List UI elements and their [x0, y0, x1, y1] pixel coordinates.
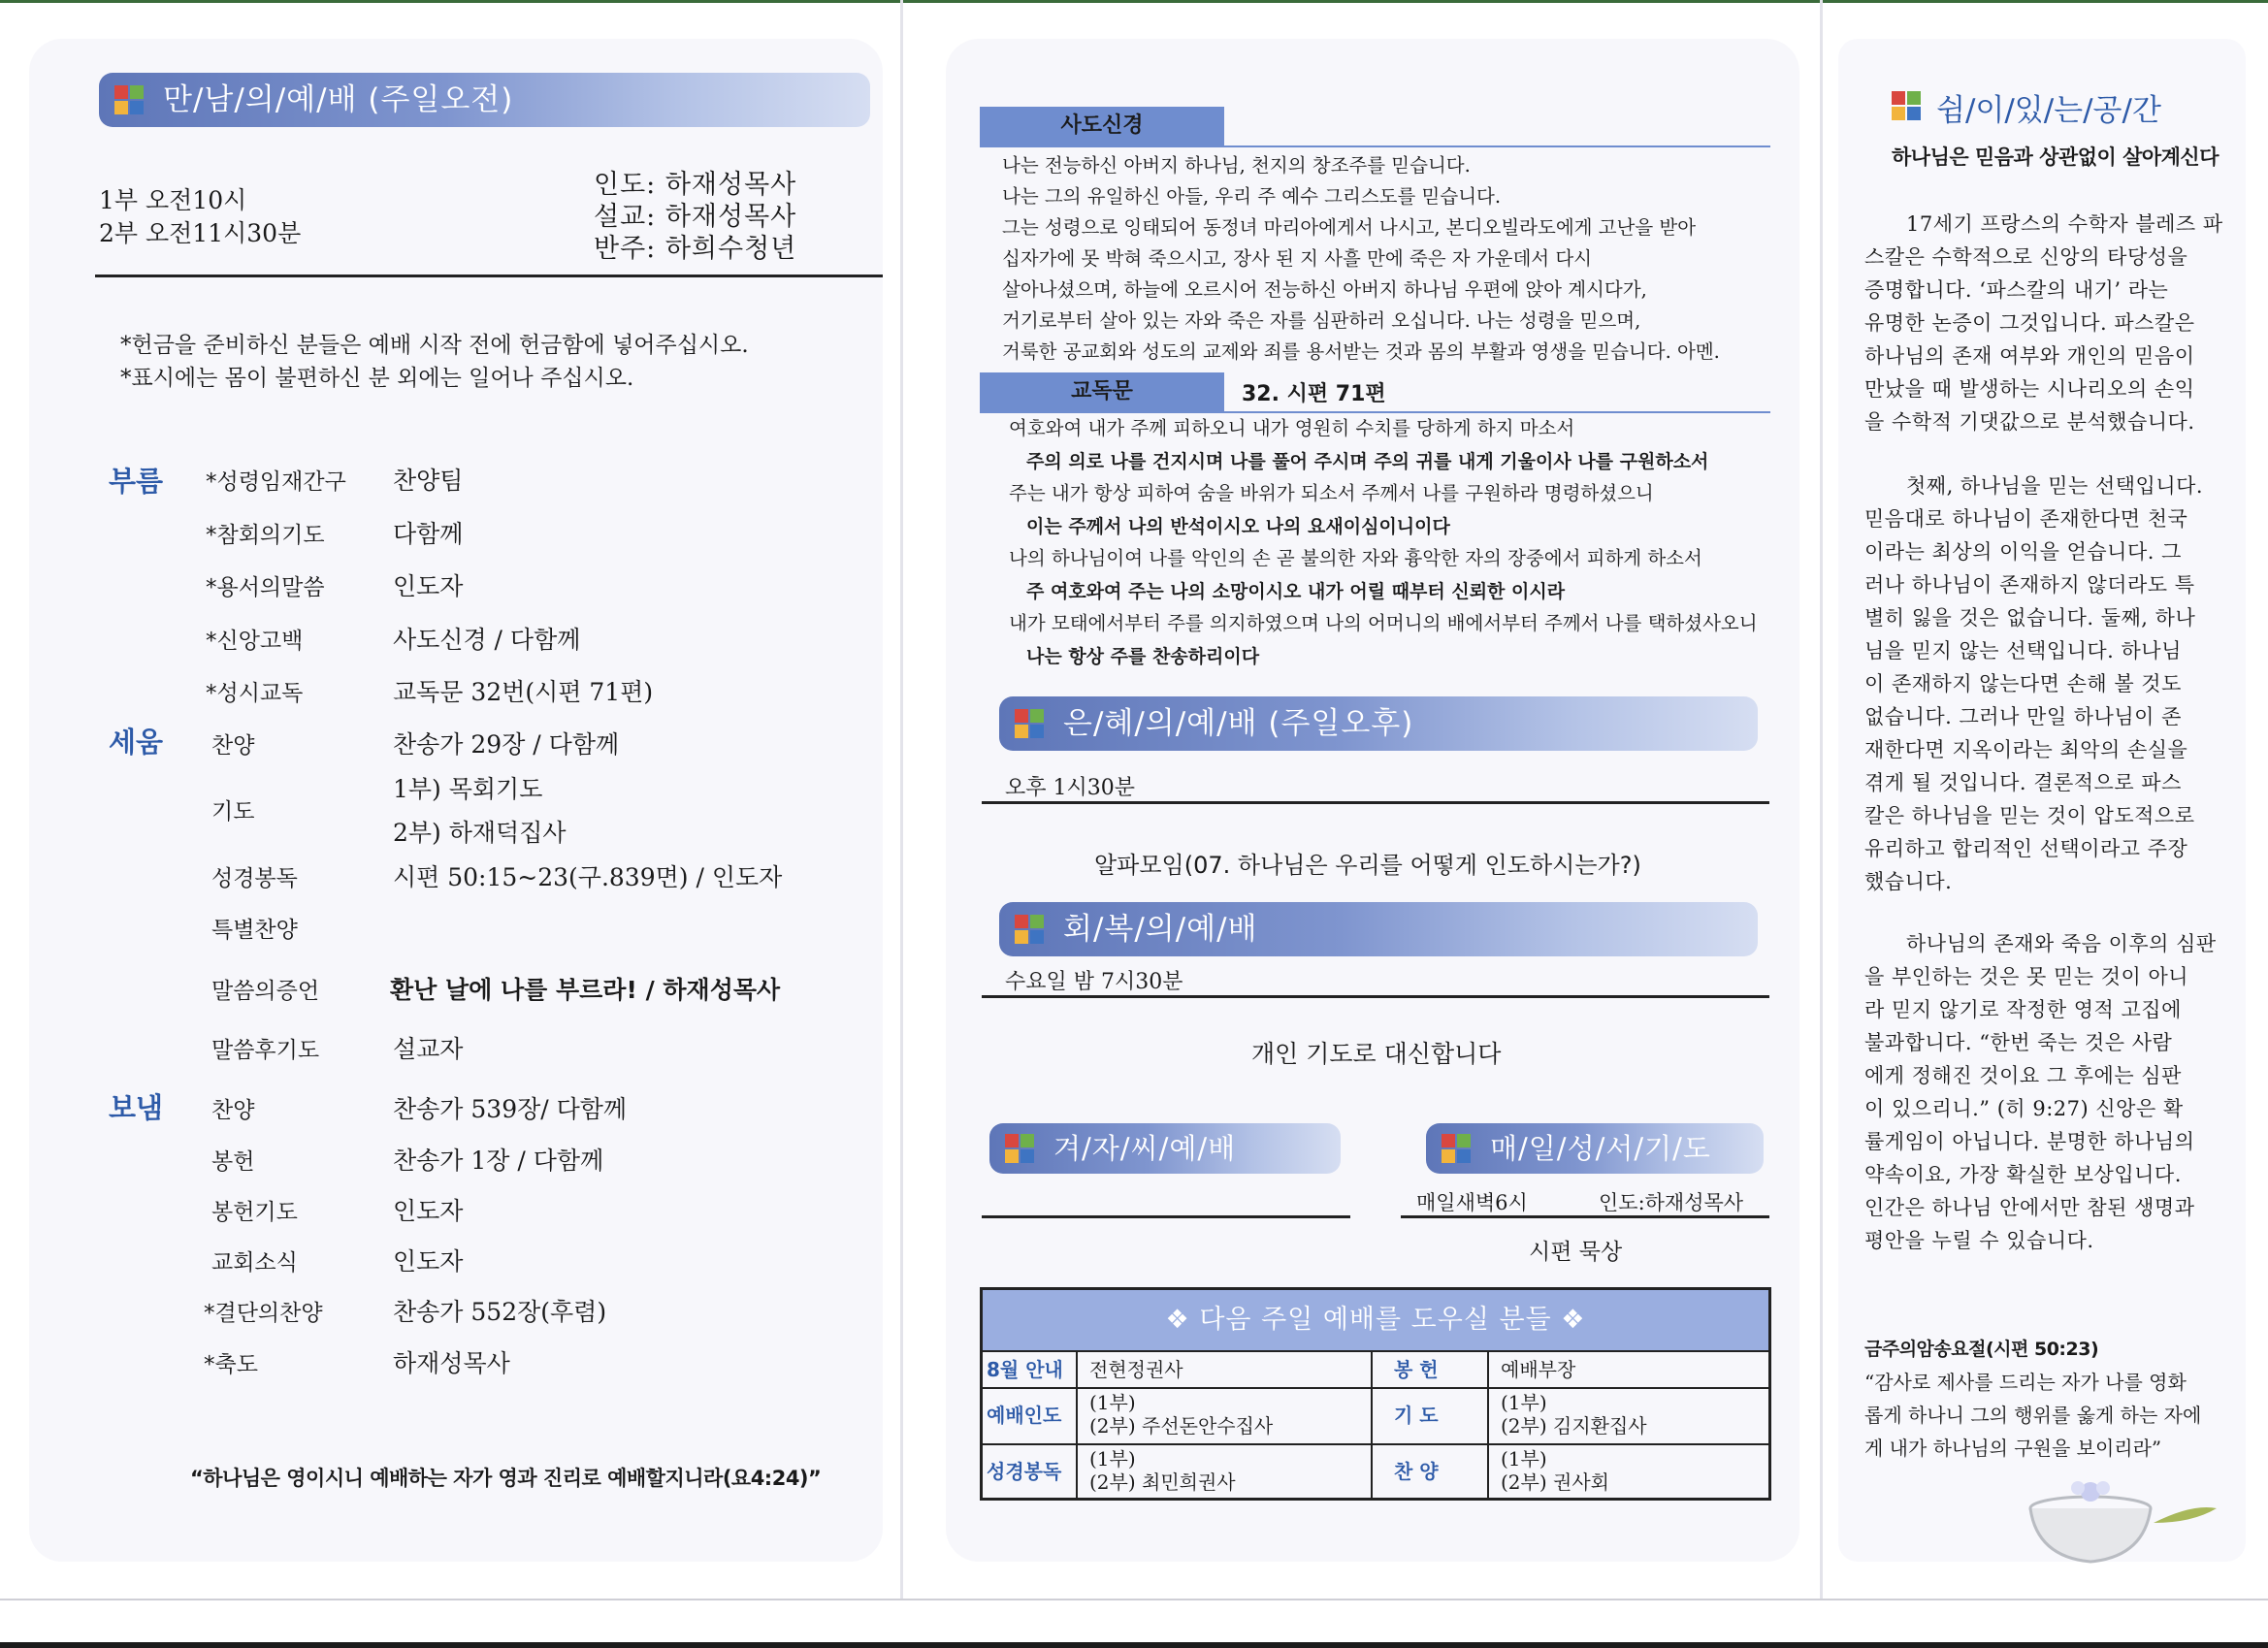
article-line: 스칼은 수학적으로 신앙의 타당성을	[1864, 245, 2188, 269]
order-item: *용서의말씀	[206, 575, 325, 600]
order-item: *참회의기도	[206, 523, 325, 548]
article-line: 하나님의 존재와 죽음 이후의 심판	[1906, 932, 2217, 955]
article-line: 하나님의 존재 여부와 개인의 믿음이	[1864, 344, 2195, 368]
article-line: 약속이요, 가장 확실한 보상입니다.	[1864, 1163, 2182, 1186]
notice-line: *헌금을 준비하신 분들은 예배 시작 전에 헌금함에 넣어주십시오.	[120, 333, 749, 358]
reading-line-leader: 내가 모태에서부터 주를 의지하였으며 나의 어머니의 배에서부터 주께서 나를 택하셨사오니	[1009, 612, 1758, 634]
daily-time: 매일새벽6시	[1416, 1191, 1528, 1214]
helpers-value: (2부) 최민희권사	[1089, 1470, 1236, 1494]
creed-line: 거기로부터 살아 있는 자와 죽은 자를 심판하러 오십니다. 나는 성령을 믿으며,	[1002, 309, 1641, 332]
order-item: 기도	[211, 799, 255, 824]
order-value: 찬송가 1장 / 다함께	[393, 1147, 604, 1175]
fold-line	[1820, 0, 1823, 1599]
helpers-value: 전현정권사	[1089, 1358, 1183, 1381]
order-item: 말씀후기도	[211, 1038, 320, 1063]
article-line: 없습니다. 그러나 만일 하나님이 존	[1864, 705, 2182, 728]
service-time-1: 1부 오전10시	[99, 186, 247, 214]
order-item: 말씀의증언	[211, 979, 320, 1004]
reading-line-leader: 주는 내가 항상 피하여 숨을 바위가 되소서 주께서 나를 구원하라 명령하셨으니	[1009, 482, 1654, 504]
wednesday-banner	[999, 902, 1758, 956]
leader-line: 설교: 하재성목사	[594, 202, 797, 232]
reading-line-congregation: 이는 주께서 나의 반석이시오 나의 요새이심이니이다	[1026, 516, 1450, 537]
daily-leader: 인도:하재성목사	[1599, 1191, 1744, 1214]
banner-title: 겨/자/씨/예/배	[1053, 1132, 1237, 1165]
helpers-table	[980, 1287, 1771, 1501]
section-label-call: 부름	[109, 465, 164, 498]
footer-verse: “하나님은 영이시니 예배하는 자가 영과 진리로 예배할지니라(요4:24)”	[190, 1467, 822, 1490]
divider	[1401, 1215, 1769, 1218]
wednesday-content: 개인 기도로 대신합니다	[1251, 1040, 1502, 1068]
article-line: 에게 정해진 것이요 그 후에는 심판	[1864, 1064, 2182, 1087]
sermon-title: 환난 날에 나를 부르라! / 하재성목사	[390, 976, 781, 1004]
memory-verse-line: 게 내가 하나님의 구원을 보이리라”	[1864, 1437, 2162, 1460]
order-value: 찬송가 539장/ 다함께	[393, 1095, 628, 1123]
sunday-afternoon-banner	[999, 696, 1758, 751]
church-logo-icon	[1892, 91, 1921, 120]
reading-line-congregation: 주의 의로 나를 건지시며 나를 풀어 주시며 주의 귀를 내게 기울이사 나를 구원하소서	[1026, 451, 1709, 472]
article-line: 이라는 최상의 이익을 얻습니다. 그	[1864, 540, 2182, 564]
banner-title: 매/일/성/서/기/도	[1490, 1132, 1711, 1165]
article-line: 첫째, 하나님을 믿는 선택입니다.	[1906, 474, 2204, 498]
divider	[982, 1215, 1350, 1218]
order-value: 인도자	[393, 572, 464, 600]
helpers-table-title: ❖ 다음 주일 예배를 도우실 분들 ❖	[983, 1290, 1768, 1350]
article-line: 재한다면 지옥이라는 최악의 손실을	[1864, 738, 2188, 761]
responsive-reading-title: 교독문	[980, 372, 1224, 411]
section-label-send: 보냄	[109, 1091, 164, 1124]
mustard-seed-banner	[989, 1123, 1341, 1174]
helpers-value: (1부)	[1501, 1447, 1547, 1470]
divider	[982, 801, 1769, 804]
article-line: 17세기 프랑스의 수학자 블레즈 파	[1906, 212, 2223, 236]
divider	[982, 995, 1769, 998]
article-line: 했습니다.	[1864, 870, 1953, 893]
article-line: 증명합니다. ‘파스칼의 내기’ 라는	[1864, 278, 2169, 302]
helpers-label: 예배인도	[987, 1404, 1062, 1427]
article-line: 님을 믿지 않는 선택입니다. 하나님	[1864, 639, 2182, 662]
article-line: 별히 잃을 것은 없습니다. 둘째, 하나	[1864, 606, 2196, 630]
order-item: *신앙고백	[206, 629, 304, 654]
memory-verse-line: 롭게 하나니 그의 행위를 옳게 하는 자에	[1864, 1404, 2202, 1427]
church-logo-icon	[1442, 1134, 1471, 1163]
creed-line: 살아나셨으며, 하늘에 오르시어 전능하신 아버지 하나님 우편에 앉아 계시다가,	[1002, 278, 1647, 301]
article-line: 칼은 하나님을 믿는 것이 압도적으로	[1864, 804, 2195, 827]
order-item: 찬양	[211, 1098, 255, 1123]
helpers-value: (2부) 권사회	[1501, 1470, 1609, 1494]
banner-title: 회/복/의/예/배	[1063, 912, 1258, 947]
order-item: *성령임재간구	[206, 469, 346, 495]
article-line: 률게임이 아닙니다. 분명한 하나님의	[1864, 1130, 2195, 1153]
helpers-label: 8월 안내	[987, 1358, 1063, 1381]
church-logo-icon	[1015, 709, 1044, 738]
article-line: 유리하고 합리적인 선택이라고 주장	[1864, 837, 2188, 860]
creed-title: 사도신경	[980, 107, 1224, 145]
order-value: 찬송가 29장 / 다함께	[393, 730, 620, 759]
article-line: 믿음대로 하나님이 존재한다면 천국	[1864, 507, 2188, 531]
afternoon-content: 알파모임(07. 하나님은 우리를 어떻게 인도하시는가?)	[1094, 852, 1641, 879]
article-line: 인간은 하나님 안에서만 참된 생명과	[1864, 1196, 2195, 1219]
leader-line: 반주: 하희수청년	[594, 234, 797, 264]
order-item: 찬양	[211, 733, 255, 759]
church-logo-icon	[1005, 1134, 1034, 1163]
order-item: *성시교독	[206, 681, 304, 706]
church-logo-icon	[1015, 915, 1044, 944]
rest-space-title-text: 쉼/이/있/는/공/간	[1936, 93, 2161, 128]
helpers-label: 기 도	[1394, 1404, 1439, 1427]
helpers-value: (1부)	[1089, 1391, 1136, 1414]
helpers-value: (1부)	[1501, 1391, 1547, 1414]
order-value: 1부) 목회기도	[393, 775, 543, 803]
notice-line: *표시에는 몸이 불편하신 분 외에는 일어나 주십시오.	[120, 366, 634, 391]
flower-bowl-illustration-icon	[1998, 1465, 2241, 1581]
article-line: 러나 하나님이 존재하지 않더라도 특	[1864, 573, 2195, 597]
banner-title: 만/남/의/예/배 (주일오전)	[163, 82, 514, 117]
order-value: 사도신경 / 다함께	[393, 626, 581, 654]
reading-line-leader: 나의 하나님이여 나를 악인의 손 곧 불의한 자와 흉악한 자의 장중에서 피하게 하소서	[1009, 547, 1702, 569]
church-logo-icon	[114, 85, 144, 114]
order-item: 봉헌	[211, 1149, 255, 1175]
creed-line: 거룩한 공교회와 성도의 교제와 죄를 용서받는 것과 몸의 부활과 영생을 믿습니다. 아멘.	[1002, 340, 1720, 363]
daily-prayer-banner	[1426, 1123, 1764, 1174]
order-item: 성경봉독	[211, 866, 298, 891]
section-label-build: 세움	[109, 726, 164, 759]
order-value: 인도자	[393, 1247, 464, 1276]
creed-line: 나는 전능하신 아버지 하나님, 천지의 창조주를 믿습니다.	[1002, 154, 1471, 177]
order-item: *축도	[204, 1352, 258, 1377]
order-value: 찬양팀	[393, 467, 464, 495]
afternoon-time: 오후 1시30분	[1005, 776, 1135, 800]
order-value: 인도자	[393, 1197, 464, 1225]
top-edge-line	[0, 0, 2268, 3]
leader-line: 인도: 하재성목사	[594, 170, 797, 200]
sunday-morning-banner	[99, 73, 870, 127]
order-value: 다함께	[393, 520, 464, 548]
order-value: 하재성목사	[393, 1349, 510, 1377]
reading-line-leader: 여호와여 내가 주께 피하오니 내가 영원히 수치를 당하게 하지 마소서	[1009, 417, 1575, 439]
order-item: *결단의찬양	[204, 1301, 323, 1326]
creed-line: 그는 성령으로 잉태되어 동정녀 마리아에게서 나시고, 본디오빌라도에게 고난을 받아	[1002, 216, 1697, 239]
page-bottom-edge	[0, 1599, 2268, 1648]
fold-line	[900, 0, 903, 1599]
order-value: 찬송가 552장(후렴)	[393, 1298, 607, 1326]
helpers-value: 예배부장	[1501, 1358, 1576, 1381]
article-line: 을 수학적 기댓값으로 분석했습니다.	[1864, 410, 2195, 434]
order-item: 봉헌기도	[211, 1200, 298, 1225]
helpers-label: 성경봉독	[987, 1460, 1062, 1483]
order-value: 2부) 하재덕집사	[393, 819, 567, 847]
article-subtitle: 하나님은 믿음과 상관없이 살아계신다	[1892, 145, 2219, 169]
memory-verse-title: 금주의암송요절(시편 50:23)	[1864, 1339, 2099, 1360]
article-line: 만났을 때 발생하는 시나리오의 손익	[1864, 377, 2195, 401]
article-line: 불과합니다. “한번 죽는 것은 사람	[1864, 1031, 2173, 1054]
service-time-2: 2부 오전11시30분	[99, 219, 302, 247]
article-line: 이 있으리니.” (히 9:27) 신앙은 확	[1864, 1097, 2184, 1120]
helpers-value: (2부) 김지환집사	[1501, 1414, 1647, 1438]
responsive-reading-ref: 32. 시편 71편	[1242, 382, 1386, 406]
reading-line-congregation: 주 여호와여 주는 나의 소망이시오 내가 어릴 때부터 신뢰한 이시라	[1026, 581, 1566, 602]
rest-space-title	[1892, 85, 2161, 129]
daily-content: 시편 묵상	[1529, 1240, 1623, 1265]
helpers-value: (1부)	[1089, 1447, 1136, 1470]
order-item: 교회소식	[211, 1250, 298, 1276]
order-value: 교독문 32번(시편 71편)	[393, 678, 654, 706]
article-line: 이 존재하지 않는다면 손해 볼 것도	[1864, 672, 2182, 695]
reading-line-congregation: 나는 항상 주를 찬송하리이다	[1026, 646, 1260, 667]
helpers-label: 찬 양	[1394, 1460, 1439, 1483]
banner-title: 은/혜/의/예/배 (주일오후)	[1063, 706, 1414, 741]
wednesday-time: 수요일 밤 7시30분	[1005, 970, 1183, 994]
helpers-value: (2부) 주선돈안수집사	[1089, 1414, 1274, 1438]
divider	[95, 275, 883, 277]
order-item: 특별찬양	[211, 918, 298, 943]
helpers-label: 봉 헌	[1394, 1358, 1439, 1381]
article-line: 평안을 누릴 수 있습니다.	[1864, 1229, 2094, 1252]
creed-underline	[980, 145, 1770, 147]
memory-verse-line: “감사로 제사를 드리는 자가 나를 영화	[1864, 1371, 2187, 1394]
article-line: 유명한 논증이 그것입니다. 파스칼은	[1864, 311, 2195, 335]
order-value: 설교자	[393, 1035, 464, 1063]
article-line: 라 믿지 않기로 작정한 영적 고집에	[1864, 998, 2182, 1021]
article-line: 겪게 될 것입니다. 결론적으로 파스	[1864, 771, 2182, 794]
order-value: 시편 50:15~23(구.839면) / 인도자	[393, 863, 783, 891]
creed-line: 나는 그의 유일하신 아들, 우리 주 예수 그리스도를 믿습니다.	[1002, 185, 1502, 208]
article-line: 을 부인하는 것은 못 믿는 것이 아니	[1864, 965, 2189, 988]
creed-line: 십자가에 못 박혀 죽으시고, 장사 된 지 사흘 만에 죽은 자 가운데서 다시	[1002, 247, 1593, 270]
